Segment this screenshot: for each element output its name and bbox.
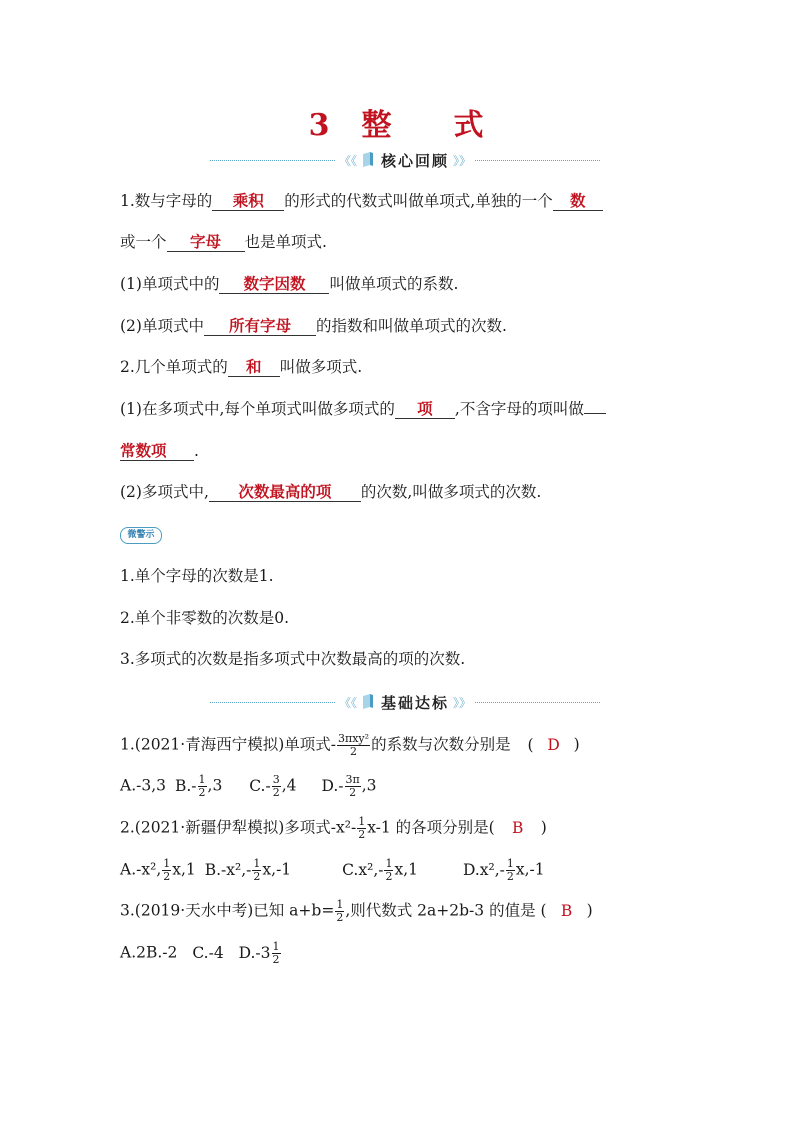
review-line-8 xyxy=(120,482,541,502)
text: 叫做单项式的系数. xyxy=(329,275,459,293)
question-3 xyxy=(120,899,593,924)
text: 的形式的代数式叫做单项式,单独的一个 xyxy=(284,192,553,210)
fraction xyxy=(272,774,281,799)
section-title-basic: 基础达标 xyxy=(381,693,450,712)
review-line-5 xyxy=(120,357,362,377)
question-2 xyxy=(120,816,547,841)
answer-blank-8-start xyxy=(584,413,606,414)
text: A.-x², xyxy=(120,860,162,879)
title-number: 3 xyxy=(308,108,332,143)
text: B.- xyxy=(174,776,197,795)
numerator: 1 xyxy=(253,857,261,870)
options-q3 xyxy=(120,941,282,966)
text: (2)单项式中 xyxy=(120,317,204,335)
answer-blank-9: 次数最高的项 xyxy=(209,483,361,502)
section-header-basic xyxy=(210,692,600,712)
text: ,不含字母的项叫做 xyxy=(454,400,584,418)
review-line-4 xyxy=(120,316,507,336)
section-header-review xyxy=(210,150,600,170)
answer-blank-1: 乘积 xyxy=(212,192,284,211)
left-chevrons-icon: 《《 xyxy=(338,695,357,710)
text: A.2B.-2 xyxy=(120,943,178,962)
text: ) xyxy=(586,901,593,920)
denominator: 2 xyxy=(253,870,261,883)
text: ,4 xyxy=(281,776,297,795)
fraction xyxy=(506,858,515,883)
text: D.x²,- xyxy=(462,860,505,879)
text: (1)在多项式中,每个单项式叫做多项式的 xyxy=(120,400,395,418)
book-icon xyxy=(361,152,375,168)
text: C.- xyxy=(249,776,271,795)
denominator: 2 xyxy=(506,870,514,883)
text: 3.(2019·天水中考)已知 a+b= xyxy=(120,901,335,920)
denominator: 2 xyxy=(163,870,171,883)
denominator: 2 xyxy=(349,786,357,799)
answer-blank-4: 数字因数 xyxy=(219,275,329,294)
denominator: 2 xyxy=(358,828,366,841)
fraction xyxy=(357,816,366,841)
numerator: 1 xyxy=(385,857,393,870)
review-line-1 xyxy=(120,191,603,211)
page-title xyxy=(0,100,794,144)
text: . xyxy=(194,442,199,460)
divider-left xyxy=(210,702,335,703)
book-icon xyxy=(361,694,375,710)
denominator: 2 xyxy=(350,745,358,758)
text: 的次数,叫做多项式的次数. xyxy=(360,483,542,501)
text: ) xyxy=(573,735,580,754)
text: ,则代数式 2a+2b-3 的值是 ( xyxy=(345,901,547,920)
denominator: 2 xyxy=(385,870,393,883)
text: x,-1 xyxy=(262,860,292,879)
numerator: 1 xyxy=(336,898,344,911)
text: ( xyxy=(527,735,534,754)
numerator: 3π xyxy=(345,773,360,786)
text: ) xyxy=(540,818,547,837)
text: (1)单项式中的 xyxy=(120,275,220,293)
text: 2.(2021·新疆伊犁模拟)多项式-x²- xyxy=(120,818,357,837)
text: x,1 xyxy=(394,860,419,879)
text: x,1 xyxy=(172,860,196,879)
text: ,3 xyxy=(361,776,377,795)
fraction xyxy=(252,858,261,883)
denominator: 2 xyxy=(272,953,280,966)
fraction xyxy=(345,774,361,799)
answer-blank-7: 项 xyxy=(395,400,455,419)
numerator: 1 xyxy=(198,773,206,786)
text: 叫做多项式. xyxy=(279,358,363,376)
text: (2)多项式中, xyxy=(120,483,209,501)
fraction xyxy=(384,858,393,883)
numerator: 1 xyxy=(358,815,366,828)
title-char-1: 整 xyxy=(361,108,394,143)
review-line-2 xyxy=(120,232,327,252)
text: 或一个 xyxy=(120,233,167,251)
fraction xyxy=(272,941,281,966)
options-q2 xyxy=(120,858,545,883)
text: C.-4 xyxy=(192,943,224,962)
answer-blank-6: 和 xyxy=(228,358,280,377)
review-line-3 xyxy=(120,274,458,294)
text: D.- xyxy=(321,776,344,795)
fraction xyxy=(198,774,207,799)
fraction xyxy=(337,733,370,758)
right-chevrons-icon: 》》 xyxy=(453,153,472,168)
section-title-review: 核心回顾 xyxy=(381,151,450,170)
text: 1.数与字母的 xyxy=(120,192,213,210)
numerator: 1 xyxy=(506,857,514,870)
review-line-7 xyxy=(120,441,199,461)
tip-line-1: 1.单个字母的次数是1. xyxy=(120,567,274,585)
text: D.-3 xyxy=(238,943,271,962)
answer-blank-3: 字母 xyxy=(167,233,245,252)
numerator: 3 xyxy=(272,773,280,786)
tip-line-3: 3.多项式的次数是指多项式中次数最高的项的次数. xyxy=(120,650,466,668)
text: A.-3,3 xyxy=(120,776,167,795)
text: 也是单项式. xyxy=(244,233,327,251)
text: 1.(2021·青海西宁模拟)单项式- xyxy=(120,735,336,754)
divider-right xyxy=(475,702,600,703)
title-char-2: 式 xyxy=(453,108,486,143)
review-line-6 xyxy=(120,399,606,419)
text: ,3 xyxy=(207,776,223,795)
text: x-1 的各项分别是( xyxy=(367,818,495,837)
answer-q3: B xyxy=(560,901,573,920)
numerator: 3πxy² xyxy=(338,732,370,745)
answer-blank-8: 常数项 xyxy=(120,442,194,461)
question-1 xyxy=(120,733,580,758)
answer-q2: B xyxy=(512,818,524,837)
answer-q1: D xyxy=(547,735,560,754)
denominator: 2 xyxy=(198,786,206,799)
options-q1 xyxy=(120,774,377,799)
text: 的指数和叫做单项式的次数. xyxy=(315,317,507,335)
numerator: 1 xyxy=(163,857,171,870)
tip-line-2: 2.单个非零数的次数是0. xyxy=(120,609,290,627)
text: 的系数与次数分别是 xyxy=(371,735,511,754)
denominator: 2 xyxy=(272,786,280,799)
tip-badge: 微警示 xyxy=(120,527,162,544)
text: 2.几个单项式的 xyxy=(120,358,228,376)
fraction xyxy=(335,899,344,924)
denominator: 2 xyxy=(336,911,344,924)
numerator: 1 xyxy=(272,940,280,953)
left-chevrons-icon: 《《 xyxy=(338,153,357,168)
divider-left xyxy=(210,160,335,161)
text: C.x²,- xyxy=(342,860,384,879)
right-chevrons-icon: 》》 xyxy=(453,695,472,710)
answer-blank-5: 所有字母 xyxy=(204,317,316,336)
fraction xyxy=(162,858,171,883)
answer-blank-2: 数 xyxy=(553,192,603,211)
text: B.-x²,- xyxy=(204,860,252,879)
text: x,-1 xyxy=(515,860,545,879)
divider-right xyxy=(475,160,600,161)
